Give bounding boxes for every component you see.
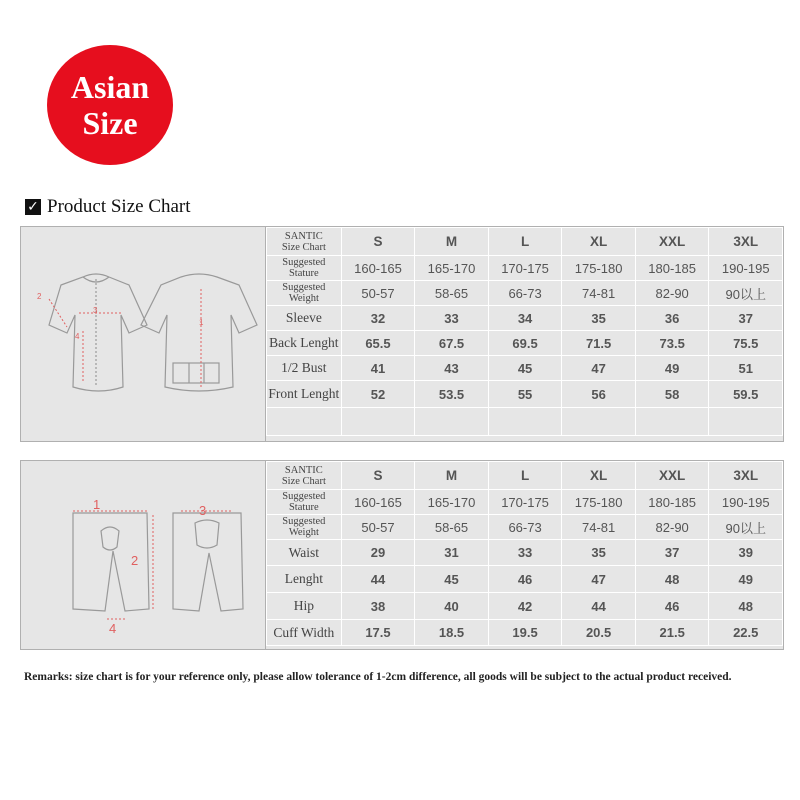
table-cell: 37 <box>635 540 709 566</box>
table-cell: 58 <box>635 381 709 408</box>
table-cell: 34 <box>488 306 562 331</box>
table-cell: 170-175 <box>488 256 562 281</box>
table-row <box>267 306 783 331</box>
row-label <box>267 356 342 381</box>
table-cell: 165-170 <box>415 256 489 281</box>
row-label-line: Sleeve <box>285 310 322 325</box>
shorts-drawing <box>21 461 265 649</box>
shorts-marker-2: 2 <box>131 553 139 568</box>
brand-label <box>267 462 342 490</box>
row-label <box>267 566 342 593</box>
table-cell: 59.5 <box>709 381 783 408</box>
size-header: XXL <box>635 462 709 490</box>
empty-cell <box>267 408 342 436</box>
size-header: XL <box>562 462 636 490</box>
table-cell: 165-170 <box>415 490 489 515</box>
shorts-illustration <box>21 461 266 649</box>
table-cell: 74-81 <box>562 515 636 540</box>
row-label-line: Suggested <box>282 516 326 527</box>
table-cell: 48 <box>635 566 709 593</box>
section-heading <box>25 196 191 218</box>
empty-cell <box>415 408 489 436</box>
table-cell: 71.5 <box>562 331 636 356</box>
table-cell: 43 <box>415 356 489 381</box>
row-label <box>267 540 342 566</box>
table-cell: 50-57 <box>341 515 415 540</box>
table-row <box>267 620 783 646</box>
empty-cell <box>709 408 783 436</box>
table-cell: 190-195 <box>709 256 783 281</box>
jersey-size-panel <box>20 226 784 442</box>
size-header: S <box>341 462 415 490</box>
table-cell: 56 <box>562 381 636 408</box>
table-cell: 35 <box>562 540 636 566</box>
row-label-line: Lenght <box>284 571 323 586</box>
table-cell: 82-90 <box>635 515 709 540</box>
table-row <box>267 356 783 381</box>
table-cell: 46 <box>635 593 709 620</box>
row-label-line: Waist <box>288 544 320 560</box>
badge-line-2: Size <box>82 105 138 141</box>
table-row <box>267 256 783 281</box>
jersey-front-outline <box>49 274 147 391</box>
jersey-marker-2: 2 <box>37 292 42 301</box>
table-cell: 175-180 <box>562 490 636 515</box>
table-cell: 190-195 <box>709 490 783 515</box>
table-cell: 33 <box>415 306 489 331</box>
table-cell: 19.5 <box>488 620 562 646</box>
table-cell: 170-175 <box>488 490 562 515</box>
table-cell: 42 <box>488 593 562 620</box>
table-cell: 21.5 <box>635 620 709 646</box>
table-cell: 44 <box>341 566 415 593</box>
table-cell: 17.5 <box>341 620 415 646</box>
table-cell: 35 <box>562 306 636 331</box>
table-cell: 180-185 <box>635 490 709 515</box>
table-cell: 41 <box>341 356 415 381</box>
jersey-drawing <box>21 227 265 441</box>
table-row <box>267 540 783 566</box>
table-cell: 20.5 <box>562 620 636 646</box>
table-cell: 51 <box>709 356 783 381</box>
jersey-illustration <box>21 227 266 441</box>
table-cell: 90以上 <box>709 281 783 306</box>
size-header: M <box>415 462 489 490</box>
table-cell: 49 <box>709 566 783 593</box>
row-label <box>267 490 342 515</box>
table-cell: 66-73 <box>488 515 562 540</box>
shorts-marker-1: 1 <box>93 497 101 512</box>
row-label <box>267 281 342 306</box>
table-cell: 50-57 <box>341 281 415 306</box>
empty-row <box>267 408 783 436</box>
table-row <box>267 281 783 306</box>
size-header: L <box>488 228 562 256</box>
jersey-marker-4: 4 <box>75 332 80 341</box>
row-label <box>267 306 342 331</box>
row-label <box>267 381 342 408</box>
table-cell: 29 <box>341 540 415 566</box>
row-label-line: Weight <box>288 293 319 304</box>
table-cell: 46 <box>488 566 562 593</box>
brand-subtitle: Size Chart <box>281 475 326 487</box>
section-title: Product Size Chart <box>47 196 191 217</box>
row-label-line: Back Lenght <box>269 335 339 350</box>
table-row <box>267 490 783 515</box>
size-header: S <box>341 228 415 256</box>
table-cell: 39 <box>709 540 783 566</box>
table-cell: 82-90 <box>635 281 709 306</box>
shorts-size-panel <box>20 460 784 650</box>
table-cell: 18.5 <box>415 620 489 646</box>
table-cell: 74-81 <box>562 281 636 306</box>
table-cell: 44 <box>562 593 636 620</box>
empty-cell <box>488 408 562 436</box>
row-label <box>267 256 342 281</box>
row-label <box>267 620 342 646</box>
empty-cell <box>635 408 709 436</box>
row-label <box>267 331 342 356</box>
table-cell: 47 <box>562 356 636 381</box>
size-header: M <box>415 228 489 256</box>
badge-line-1: Asian <box>70 69 150 105</box>
shorts-marker-4: 4 <box>109 621 117 636</box>
row-label <box>267 515 342 540</box>
row-label-line: 1/2 Bust <box>281 360 327 375</box>
row-label-line: Stature <box>288 268 319 279</box>
table-cell: 90以上 <box>709 515 783 540</box>
table-cell: 58-65 <box>415 515 489 540</box>
table-row <box>267 515 783 540</box>
table-cell: 48 <box>709 593 783 620</box>
table-cell: 31 <box>415 540 489 566</box>
row-label-line: Suggested <box>282 257 326 268</box>
size-header: 3XL <box>709 228 783 256</box>
size-header: 3XL <box>709 462 783 490</box>
table-cell: 67.5 <box>415 331 489 356</box>
table-cell: 40 <box>415 593 489 620</box>
table-cell: 45 <box>488 356 562 381</box>
table-cell: 52 <box>341 381 415 408</box>
shorts-back-outline <box>173 513 243 611</box>
table-cell: 47 <box>562 566 636 593</box>
table-cell: 160-165 <box>341 256 415 281</box>
table-cell: 73.5 <box>635 331 709 356</box>
row-label-line: Suggested <box>282 491 326 502</box>
table-cell: 49 <box>635 356 709 381</box>
table-row <box>267 381 783 408</box>
jersey-marker-1: 1 <box>199 318 204 327</box>
jersey-size-table <box>266 227 783 436</box>
table-cell: 175-180 <box>562 256 636 281</box>
row-label-line: Suggested <box>282 282 326 293</box>
table-cell: 22.5 <box>709 620 783 646</box>
table-cell: 32 <box>341 306 415 331</box>
size-header: XXL <box>635 228 709 256</box>
size-header: XL <box>562 228 636 256</box>
row-label-line: Front Lenght <box>268 386 340 401</box>
brand-name: SANTIC <box>284 464 323 476</box>
table-cell: 45 <box>415 566 489 593</box>
shorts-marker-3: 3 <box>199 503 207 518</box>
table-cell: 33 <box>488 540 562 566</box>
table-row <box>267 331 783 356</box>
row-label-line: Cuff Width <box>273 624 335 640</box>
table-row <box>267 593 783 620</box>
empty-cell <box>562 408 636 436</box>
brand-subtitle: Size Chart <box>281 241 326 253</box>
table-cell: 53.5 <box>415 381 489 408</box>
table-cell: 38 <box>341 593 415 620</box>
table-cell: 58-65 <box>415 281 489 306</box>
jersey-back-outline <box>141 274 257 391</box>
table-cell: 55 <box>488 381 562 408</box>
table-row <box>267 566 783 593</box>
table-cell: 69.5 <box>488 331 562 356</box>
row-label <box>267 593 342 620</box>
table-cell: 36 <box>635 306 709 331</box>
table-cell: 66-73 <box>488 281 562 306</box>
table-cell: 160-165 <box>341 490 415 515</box>
brand-name: SANTIC <box>284 230 323 242</box>
empty-cell <box>341 408 415 436</box>
check-icon: ✓ <box>25 199 41 215</box>
asian-size-badge <box>47 45 173 165</box>
table-cell: 37 <box>709 306 783 331</box>
remarks-note: Remarks: size chart is for your reference only, please allow tolerance of 1-2cm difference, all goods will be subject to the actual product received. <box>24 671 732 683</box>
table-cell: 180-185 <box>635 256 709 281</box>
shorts-size-table <box>266 461 783 646</box>
row-label-line: Hip <box>293 598 314 613</box>
row-label-line: Stature <box>288 502 319 513</box>
table-cell: 75.5 <box>709 331 783 356</box>
row-label-line: Weight <box>288 527 319 538</box>
brand-label <box>267 228 342 256</box>
size-header: L <box>488 462 562 490</box>
table-cell: 65.5 <box>341 331 415 356</box>
jersey-marker-3: 3 <box>93 306 98 315</box>
